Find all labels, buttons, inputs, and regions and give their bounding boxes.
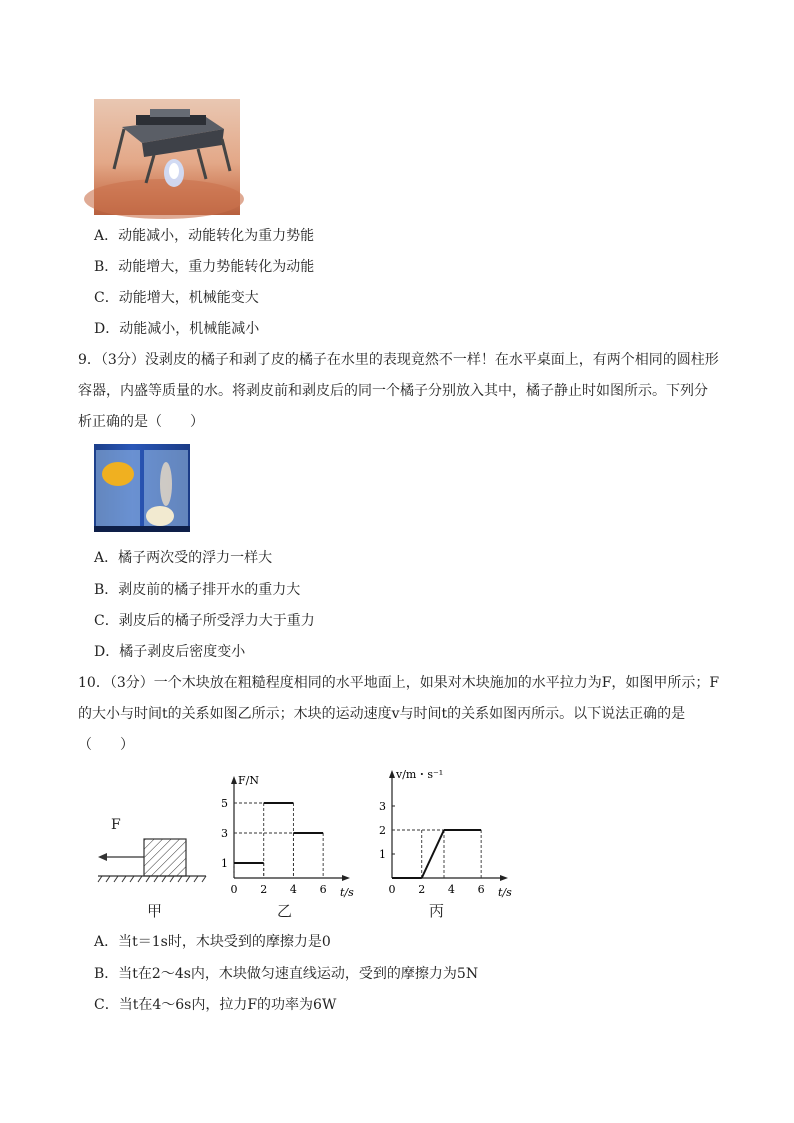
caption-yi: 乙 (277, 902, 293, 920)
q9-option-a: A．橘子两次受的浮力一样大 (94, 550, 273, 566)
y-axis-arrow (389, 770, 395, 778)
y-axis-label: F/N (238, 774, 259, 787)
q9-stem-line-3: 析正确的是（ ） (78, 414, 204, 430)
caption-jia: 甲 (147, 902, 163, 920)
x-axis-arrow (342, 875, 350, 881)
x-tick-label: 2 (260, 883, 268, 896)
y-tick-label: 2 (379, 824, 386, 837)
data-segment (422, 830, 444, 878)
x-tick-label: 6 (319, 883, 327, 896)
x-tick-label: 2 (418, 883, 426, 896)
x-tick-label: 0 (388, 883, 396, 896)
velocity-time-chart (374, 768, 514, 899)
oranges-photo (94, 444, 190, 532)
x-axis-label: t/s (340, 886, 354, 899)
x-axis-label: t/s (498, 886, 512, 899)
q8-option-c: C．动能增大，机械能变大 (94, 290, 259, 306)
q10-stem-line-2: 的大小与时间t的关系如图乙所示；木块的运动速度v与时间t的关系如图丙所示。以下说法正确的是 (78, 706, 686, 722)
y-tick-label: 1 (221, 857, 228, 870)
q8-option-b: B．动能增大，重力势能转化为动能 (94, 259, 315, 275)
q9-option-d: D．橘子剥皮后密度变小 (94, 644, 246, 660)
y-tick-label: 3 (221, 827, 228, 840)
q9-stem-line-1: 9．（3分）没剥皮的橘子和剥了皮的橘子在水里的表现竟然不一样！在水平桌面上，有两个相同的圆柱形 (78, 352, 719, 368)
q9-option-b: B．剥皮前的橘子排开水的重力大 (94, 582, 301, 598)
y-tick-label: 1 (379, 848, 386, 861)
q8-option-d: D．动能减小，机械能减小 (94, 321, 260, 337)
x-tick-label: 0 (230, 883, 238, 896)
caption-bing: 丙 (429, 902, 445, 920)
q9-stem-line-2: 容器，内盛等质量的水。将剥皮前和剥皮后的同一个橘子分别放入其中，橘子静止时如图所示。下列分 (78, 383, 708, 399)
q9-option-c: C．剥皮后的橘子所受浮力大于重力 (94, 613, 315, 629)
q8-option-a: A．动能减小，动能转化为重力势能 (94, 228, 315, 244)
force-label: F (111, 817, 121, 833)
q10-stem-line-1: 10．（3分）一个木块放在粗糙程度相同的水平地面上，如果对木块施加的水平拉力为F，如图甲所示；F (78, 675, 720, 691)
x-tick-label: 4 (447, 883, 455, 896)
x-axis-arrow (500, 875, 508, 881)
q10-option-c: C．当t在4～6s内，拉力F的功率为6W (94, 997, 337, 1013)
y-tick-label: 5 (221, 797, 228, 810)
y-axis-label: v/m・s⁻¹ (396, 768, 444, 781)
force-time-chart (218, 766, 378, 899)
q10-stem-line-3: （ ） (78, 737, 134, 753)
x-tick-label: 4 (289, 883, 297, 896)
y-axis-arrow (231, 776, 237, 784)
x-tick-label: 6 (477, 883, 485, 896)
lander-photo (94, 99, 240, 215)
q10-option-b: B．当t在2～4s内，木块做匀速直线运动，受到的摩擦力为5N (94, 966, 479, 982)
q10-option-a: A．当t＝1s时，木块受到的摩擦力是0 (94, 934, 331, 950)
y-tick-label: 3 (379, 800, 386, 813)
